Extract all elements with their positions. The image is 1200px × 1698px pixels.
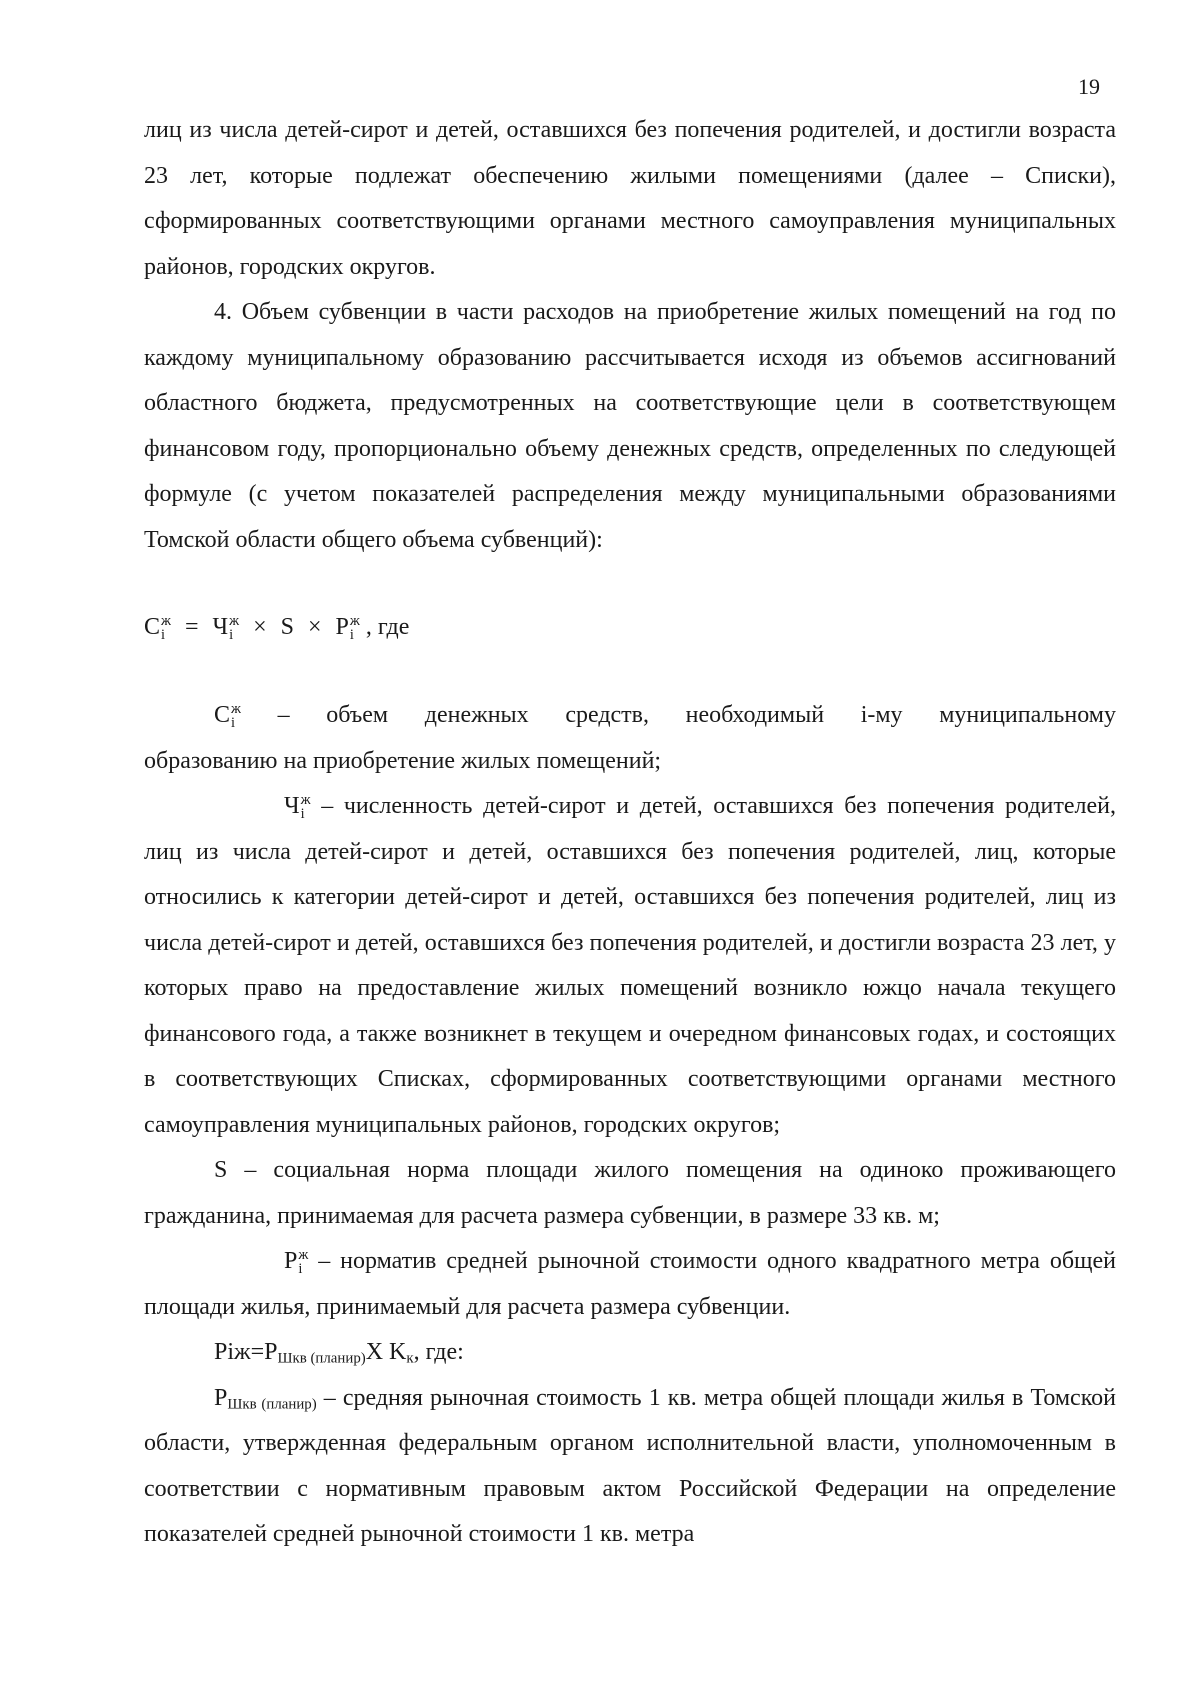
definition-pshkv-text: – средняя рыночная стоимость 1 кв. метра общей площади жилья в Томской области, утвержденная федеральным органом исполнительной власти, уполномоченным в соответствии с нормативным правовым актом Российской Федерации на определение показателей средней рыночной стоимости 1 кв. метра: [144, 1384, 1116, 1547]
definition-ch-symbol: Ч ж i: [284, 792, 311, 823]
formula-c-symbol: C ж i: [144, 613, 171, 644]
definition-pshkv-symbol: P: [214, 1384, 228, 1411]
definition-ch-text: – численность детей-сирот и детей, оставшихся без попечения родителей, лиц из числа детей-сирот и детей, оставшихся без попечения родителей, лиц, которые относились к категории детей-сирот и детей, оставшихся без попечения родителей, лиц из числа детей-сирот и детей, оставшихся без попечения родителей, и достигли возраста 23 лет, у которых право на предоставление жилых помещений возникло южцо начала текущего финансового года, а также возникнет в текущем и очередном финансовых годах, и состоящих в соответствующих Списках, сформированных соответствующими органами местного самоуправления муниципальных районов, городских округов;: [144, 793, 1116, 1138]
formula-p-symbol: P ж i: [335, 613, 360, 644]
definition-c-word: необходимый: [685, 702, 825, 728]
definition-ch: [144, 784, 1116, 1148]
document-body: [144, 108, 1116, 1558]
main-formula: [144, 601, 1116, 653]
formula-s-symbol: S: [280, 614, 294, 640]
definition-p-symbol: P ж i: [284, 1247, 309, 1278]
formula-equals: =: [184, 614, 199, 640]
definition-p: [144, 1239, 1116, 1330]
definition-c-line: [144, 693, 1116, 739]
definition-c-word: муниципальному: [939, 702, 1116, 728]
definition-p-text: – норматив средней рыночной стоимости одного квадратного метра общей площади жилья, принимаемый для расчета размера субвенции.: [144, 1248, 1116, 1320]
definition-c-word: объем: [326, 702, 389, 728]
formula-times: ×: [253, 614, 267, 640]
paragraph-item-4: 4. Объем субвенции в части расходов на приобретение жилых помещений на год по каждому муниципальному образованию рассчитывается исходя из объемов ассигнований областного бюджета, предусмотренных на соответствующие цели в соответствующем финансовом году, пропорционально объему денежных средств, определенных по следующей формуле (с учетом показателей распределения между муниципальными образованиями Томской области общего объема субвенций):: [144, 299, 1116, 553]
formula-tail: , где: [365, 614, 410, 640]
definition-c-word: i-му: [860, 702, 903, 728]
page-number: 19: [1078, 74, 1100, 99]
definition-c-continuation: образованию на приобретение жилых помещений;: [144, 747, 662, 774]
secondary-formula: Pіж=PШкв (планир)X Kк, где:: [214, 1339, 464, 1367]
paragraph-continuation: лиц из числа детей-сирот и детей, оставшихся без попечения родителей, и достигли возраста 23 лет, которые подлежат обеспечению жилыми помещениями (далее – Списки), сформированных соответствующими органами местного самоуправления муниципальных районов, городских округов.: [144, 117, 1116, 280]
definition-c-word: –: [277, 702, 290, 728]
definition-s-text: – социальная норма площади жилого помещения на одиноко проживающего гражданина, принимаемая для расчета размера субвенции, в размере 33 кв. м;: [144, 1157, 1116, 1229]
definition-c-word: денежных: [424, 702, 529, 728]
definition-pshkv-subscript: Шкв (планир): [227, 1396, 317, 1413]
definition-s: [144, 1148, 1116, 1239]
definition-pshkv: [144, 1376, 1116, 1558]
definition-c-symbol: C ж i: [214, 701, 241, 732]
formula-ch-symbol: Ч ж i: [212, 613, 240, 644]
definition-s-symbol: S: [214, 1157, 228, 1183]
formula-times-2: ×: [307, 614, 322, 640]
definition-c-word: средств,: [565, 702, 649, 728]
